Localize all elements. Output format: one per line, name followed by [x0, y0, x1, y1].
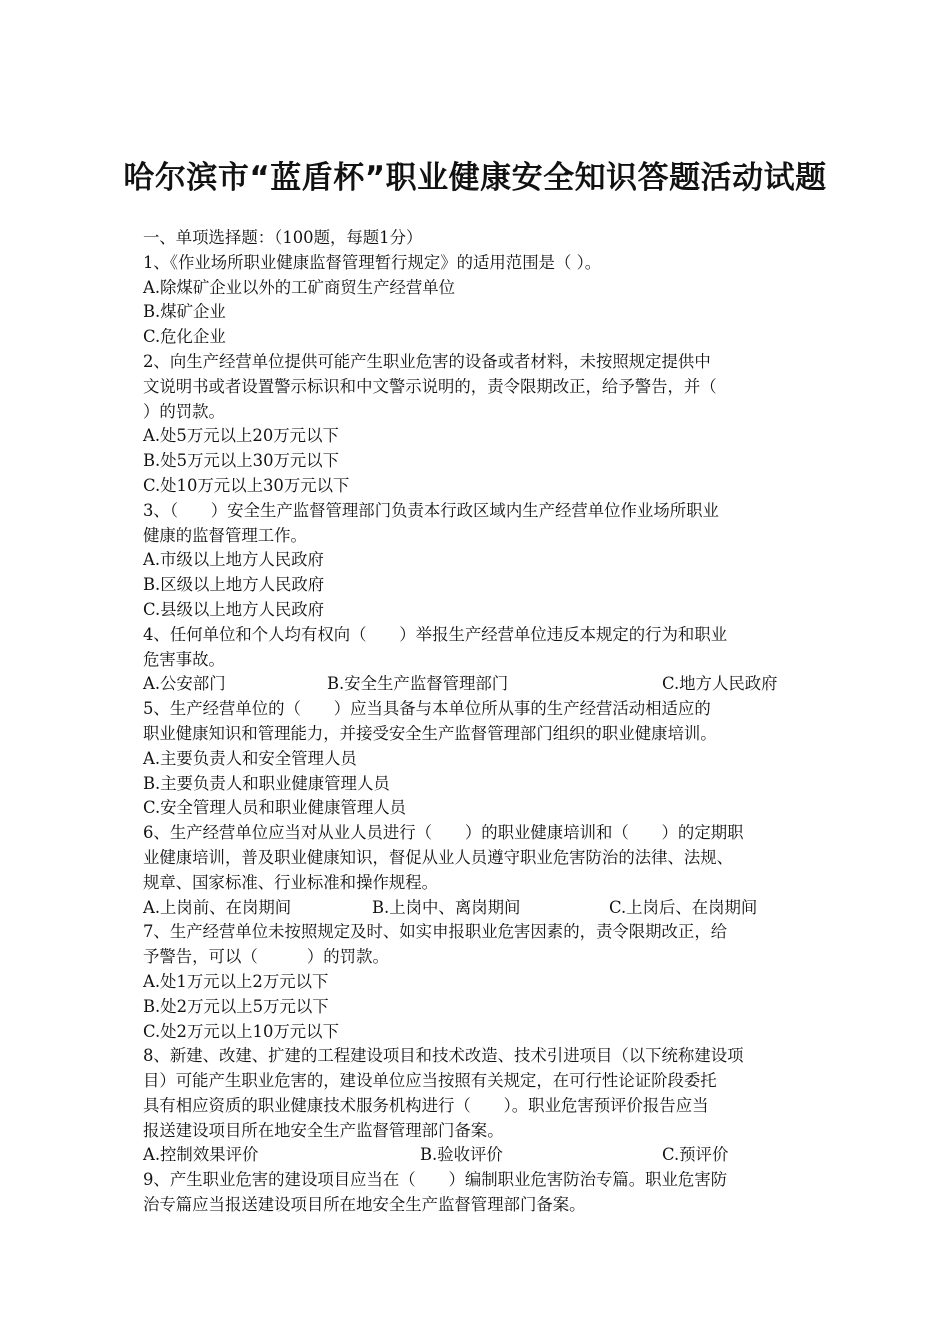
- question-4-option-b: B.安全生产监督管理部门: [327, 674, 509, 694]
- question-9-text-line-1: 9、产生职业危害的建设项目应当在（ ）编制职业危害防治专篇。职业危害防: [143, 1170, 728, 1190]
- question-6-text-line-2: 业健康培训，普及职业健康知识，督促从业人员遵守职业危害防治的法律、法规、: [143, 847, 734, 867]
- question-7-option-a: A.处1万元以上2万元以下: [143, 971, 329, 991]
- question-6-option-a: A.上岗前、在岗期间: [143, 897, 292, 917]
- question-7-option-c: C.处2万元以上10万元以下: [143, 1021, 339, 1041]
- question-2-text-line-1: 2、向生产经营单位提供可能产生职业危害的设备或者材料，未按照规定提供中: [143, 351, 711, 371]
- question-3-option-b: B.区级以上地方人民政府: [143, 575, 325, 595]
- question-8-options: [143, 1143, 815, 1168]
- question-6-option-b: B.上岗中、离岗期间: [372, 897, 521, 917]
- question-8-text-line-1: 8、新建、改建、扩建的工程建设项目和技术改造、技术引进项目（以下统称建设项: [143, 1046, 744, 1066]
- question-7-text-line-2: 予警告，可以（ ）的罚款。: [143, 947, 389, 967]
- question-8-text-line-2: 目）可能产生职业危害的，建设单位应当按照有关规定，在可行性论证阶段委托: [143, 1071, 717, 1091]
- question-6-text-line-1: 6、生产经营单位应当对从业人员进行（ ）的职业健康培训和（ ）的定期职: [143, 823, 744, 843]
- question-5-text-line-1: 5、生产经营单位的（ ）应当具备与本单位所从事的生产经营活动相适应的: [143, 699, 711, 719]
- question-5-option-a: A.主要负责人和安全管理人员: [143, 748, 357, 768]
- question-list: [143, 226, 815, 1218]
- question-1-option-b: B.煤矿企业: [143, 302, 226, 322]
- question-3-text-line-1: 3、（ ）安全生产监督管理部门负责本行政区域内生产经营单位作业场所职业: [143, 500, 719, 520]
- question-6-options: [143, 896, 815, 921]
- question-6-text-line-3: 规章、国家标准、行业标准和操作规程。: [143, 872, 439, 892]
- question-4-text-line-2: 危害事故。: [143, 649, 225, 669]
- question-4-options: [143, 672, 815, 697]
- question-3-option-a: A.市级以上地方人民政府: [143, 550, 324, 570]
- question-4-option-a: A.公安部门: [143, 674, 226, 694]
- question-7-text-line-1: 7、生产经营单位未按照规定及时、如实申报职业危害因素的，责令限期改正，给: [143, 922, 728, 942]
- question-8-text-line-4: 报送建设项目所在地安全生产监督管理部门备案。: [143, 1120, 504, 1140]
- question-3-option-c: C.县级以上地方人民政府: [143, 599, 325, 619]
- question-5-option-b: B.主要负责人和职业健康管理人员: [143, 773, 390, 793]
- document-title: 哈尔滨市“蓝盾杯”职业健康安全知识答题活动试题: [123, 160, 827, 196]
- question-4-option-c: C.地方人民政府: [662, 674, 778, 694]
- question-8-option-b: B.验收评价: [420, 1145, 503, 1165]
- question-5-text-line-2: 职业健康知识和管理能力，并接受安全生产监督管理部门组织的职业健康培训。: [143, 723, 717, 743]
- question-8-text-line-3: 具有相应资质的职业健康技术服务机构进行（ ）。职业危害预评价报告应当: [143, 1095, 709, 1115]
- question-4-text-line-1: 4、任何单位和个人均有权向（ ）举报生产经营单位违反本规定的行为和职业: [143, 624, 728, 644]
- question-1-text: 1、《作业场所职业健康监督管理暂行规定》的适用范围是（ ）。: [143, 252, 602, 272]
- section-heading: 一、单项选择题：（100题，每题1分）: [143, 228, 423, 247]
- question-2-text-line-3: ）的罚款。: [143, 401, 225, 421]
- question-1-option-c: C.危化企业: [143, 327, 226, 347]
- question-2-text-line-2: 文说明书或者设置警示标识和中文警示说明的，责令限期改正，给予警告，并（: [143, 376, 717, 396]
- question-9-text-line-2: 治专篇应当报送建设项目所在地安全生产监督管理部门备案。: [143, 1195, 586, 1215]
- question-8-option-a: A.控制效果评价: [143, 1145, 259, 1165]
- question-3-text-line-2: 健康的监督管理工作。: [143, 525, 307, 545]
- question-5-option-c: C.安全管理人员和职业健康管理人员: [143, 798, 407, 818]
- question-2-option-a: A.处5万元以上20万元以下: [143, 426, 339, 446]
- question-7-option-b: B.处2万元以上5万元以下: [143, 996, 329, 1016]
- question-6-option-c: C.上岗后、在岗期间: [609, 897, 758, 917]
- question-2-option-b: B.处5万元以上30万元以下: [143, 451, 340, 471]
- question-8-option-c: C.预评价: [662, 1145, 729, 1165]
- question-2-option-c: C.处10万元以上30万元以下: [143, 475, 350, 495]
- question-1-option-a: A.除煤矿企业以外的工矿商贸生产经营单位: [143, 277, 456, 297]
